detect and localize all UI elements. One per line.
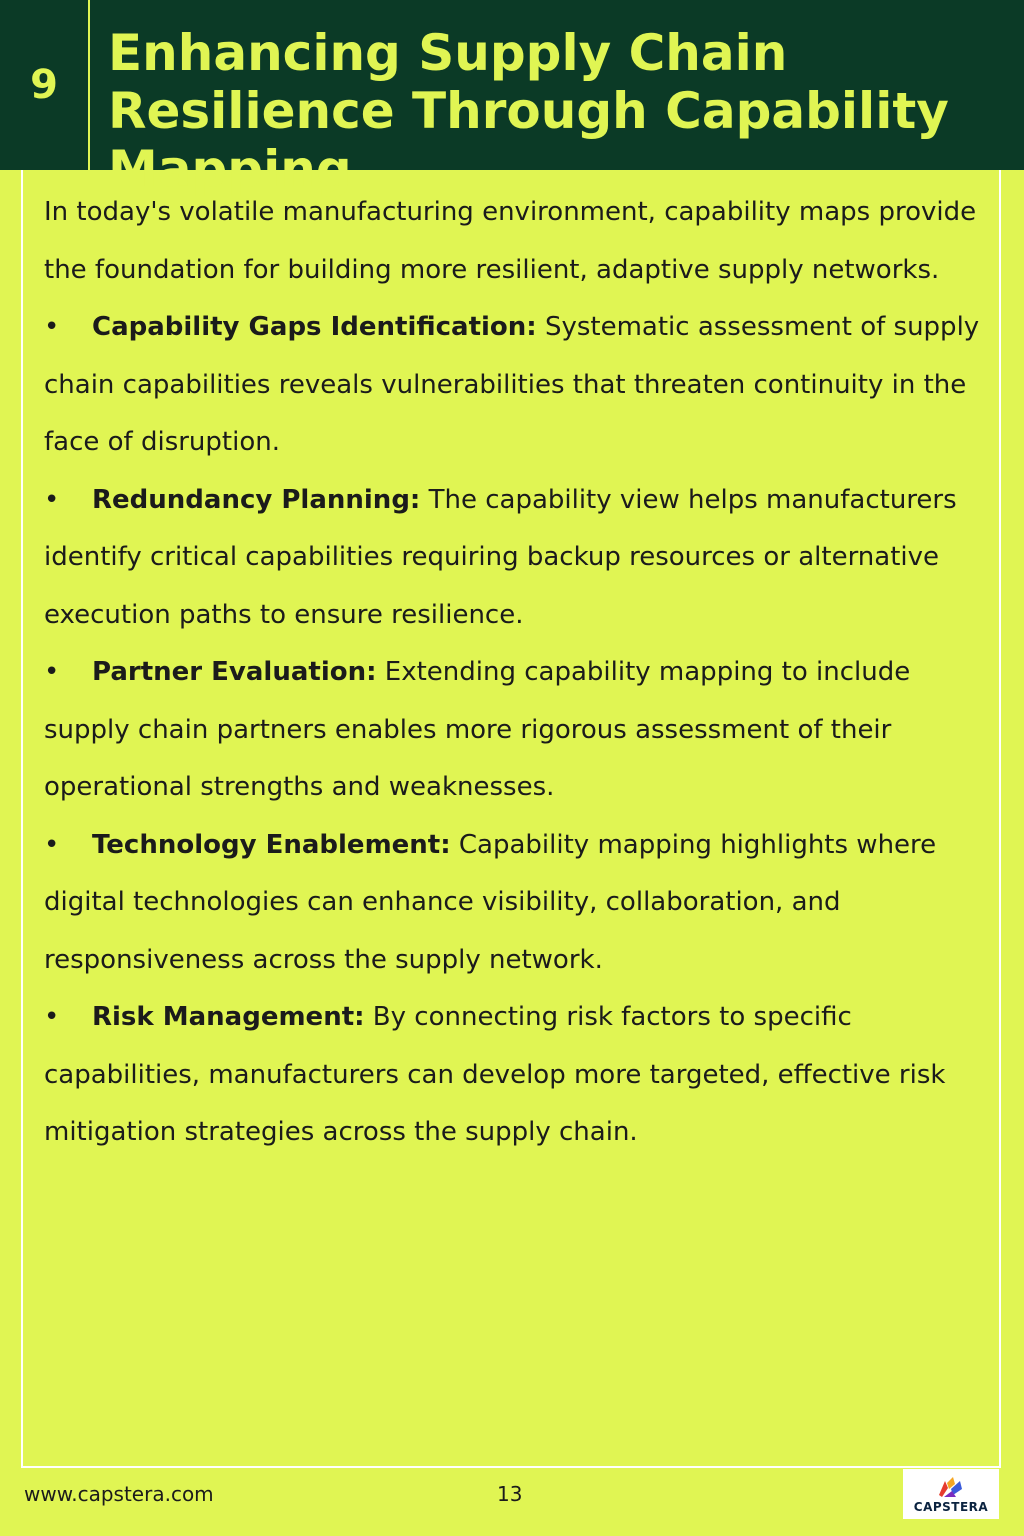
bullet-term: Risk Management: <box>92 1002 365 1032</box>
body-content <box>44 184 984 1162</box>
bullet-dot-icon: • <box>44 484 60 515</box>
bullet-item-capability-gaps <box>44 299 984 472</box>
bullet-text: Extending capability mapping to include supply chain partners enables more rigorous assessment of their operational strengths and weaknesses. <box>44 657 911 802</box>
bullet-list <box>44 299 984 1162</box>
section-number: 9 <box>30 62 58 108</box>
bullet-term: Capability Gaps Identification: <box>92 312 537 342</box>
page-number: 13 <box>497 1482 523 1506</box>
capstera-logo <box>903 1469 999 1519</box>
bullet-text: The capability view helps manufacturers identify critical capabilities requiring backup resources or alternative execution paths to ensure resilience. <box>44 484 957 630</box>
bullet-dot-icon: • <box>44 829 60 860</box>
bullet-dot-icon: • <box>44 1002 60 1032</box>
bullet-term: Technology Enablement: <box>92 829 451 860</box>
bullet-text: By connecting risk factors to specific capabilities, manufacturers can develop more targeted, effective risk mitigation strategies across the supply chain. <box>44 1002 946 1147</box>
logo-text: CAPSTERA <box>913 1499 989 1514</box>
bullet-item-redundancy-planning <box>44 472 984 645</box>
page-header <box>0 0 1024 198</box>
bullet-text: Capability mapping highlights where digital technologies can enhance visibility, collaboration, and responsiveness across the supply network. <box>44 829 937 975</box>
header-divider <box>88 0 90 170</box>
bullet-term: Partner Evaluation: <box>92 657 377 687</box>
bullet-item-partner-evaluation <box>44 644 984 817</box>
capstera-logo-icon <box>936 1475 966 1499</box>
footer-website-link[interactable]: www.capstera.com <box>24 1482 214 1506</box>
page-title: Enhancing Supply Chain Resilience Through Capability Mapping <box>108 24 949 198</box>
bullet-dot-icon: • <box>44 312 60 342</box>
bullet-text: Systematic assessment of supply chain capabilities reveals vulnerabilities that threaten continuity in the face of disruption. <box>44 312 980 457</box>
intro-paragraph: In today's volatile manufacturing environment, capability maps provide the foundation for building more resilient, adaptive supply networks. <box>44 197 977 285</box>
bullet-item-risk-management <box>44 989 984 1162</box>
bullet-term: Redundancy Planning: <box>92 484 421 515</box>
bullet-item-technology-enablement <box>44 817 984 990</box>
bullet-dot-icon: • <box>44 657 60 687</box>
